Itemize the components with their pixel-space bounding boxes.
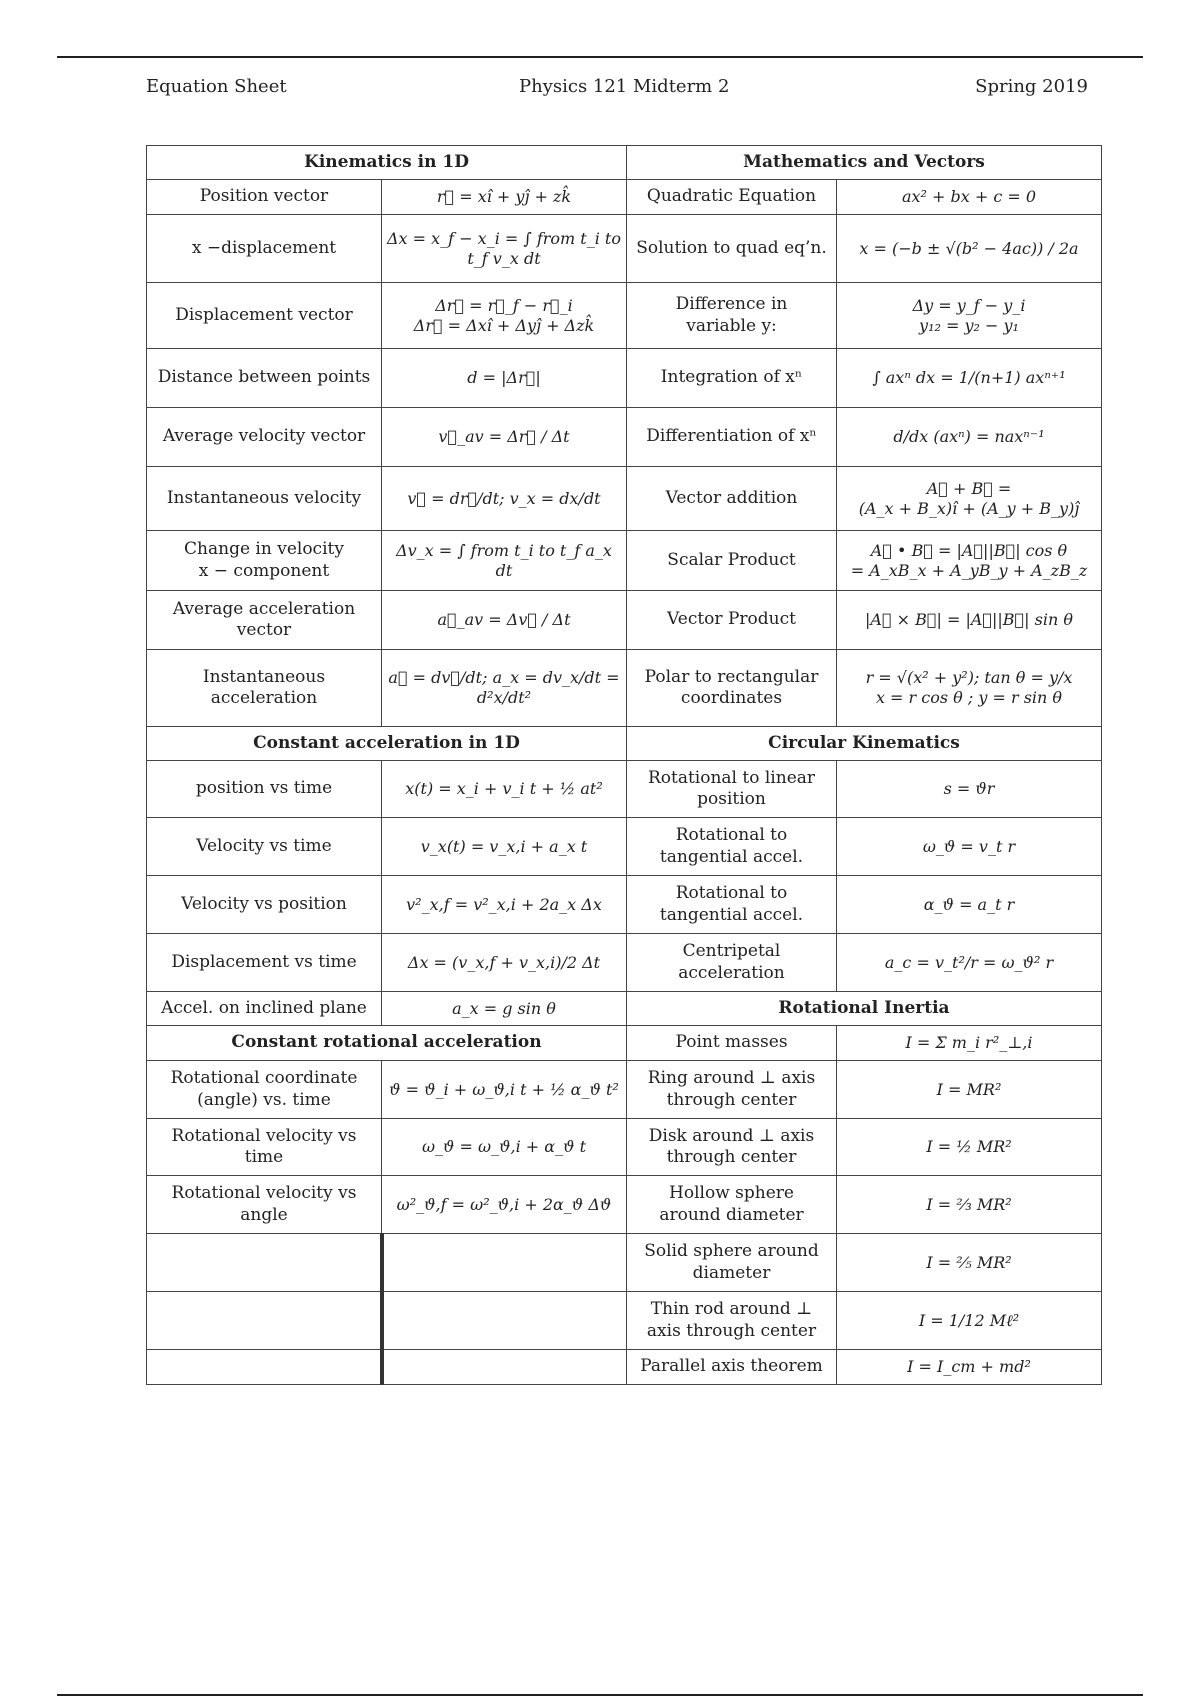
header-right: Spring 2019	[975, 76, 1088, 97]
bottom-rule	[57, 1694, 1143, 1696]
equation-label: Accel. on inclined plane	[147, 992, 382, 1026]
table-row	[147, 1061, 1102, 1119]
equation-label: Hollow sphere around diameter	[627, 1176, 837, 1234]
equation: a_x = g sin θ	[382, 992, 627, 1026]
table-row	[147, 1350, 1102, 1385]
equation-label: Displacement vs time	[147, 934, 382, 992]
equation: ω_ϑ = ω_ϑ,i + α_ϑ t	[382, 1119, 627, 1176]
equation: A⃗ • B⃗ = |A⃗||B⃗| cos θ = A_xB_x + A_yB_y + A_zB_z	[837, 531, 1102, 591]
equation-label: Centripetal acceleration	[627, 934, 837, 992]
empty-cell	[382, 1292, 627, 1350]
equation: |A⃗ × B⃗| = |A⃗||B⃗| sin θ	[837, 591, 1102, 650]
equation-label: Rotational to linear position	[627, 761, 837, 818]
table-row	[147, 761, 1102, 818]
equation-label: Velocity vs position	[147, 876, 382, 934]
top-rule	[57, 56, 1143, 58]
table-row	[147, 349, 1102, 408]
section-header-row	[147, 727, 1102, 761]
equation: α_ϑ = a_t r	[837, 876, 1102, 934]
equation: ax² + bx + c = 0	[837, 180, 1102, 215]
equation: a⃗_av = Δv⃗ / Δt	[382, 591, 627, 650]
section-title: Constant rotational acceleration	[147, 1026, 627, 1061]
table-row	[147, 180, 1102, 215]
header-left: Equation Sheet	[146, 76, 287, 97]
equation-label: Rotational velocity vs time	[147, 1119, 382, 1176]
equation-label: Vector Product	[627, 591, 837, 650]
empty-cell	[382, 1350, 627, 1385]
equation: Δx = (v_x,f + v_x,i)/2 Δt	[382, 934, 627, 992]
equation-label: Point masses	[627, 1026, 837, 1061]
table-row	[147, 1026, 1102, 1061]
equation: ϑ = ϑ_i + ω_ϑ,i t + ½ α_ϑ t²	[382, 1061, 627, 1119]
equation-label: position vs time	[147, 761, 382, 818]
equation-label: Position vector	[147, 180, 382, 215]
section-title: Mathematics and Vectors	[627, 146, 1102, 180]
table-row	[147, 408, 1102, 467]
equation: I = ⅔ MR²	[837, 1176, 1102, 1234]
equation: v⃗ = dr⃗/dt; v_x = dx/dt	[382, 467, 627, 531]
equation-label: x −displacement	[147, 215, 382, 283]
equation-label: Disk around ⊥ axis through center	[627, 1119, 837, 1176]
equation-label: Rotational velocity vs angle	[147, 1176, 382, 1234]
equation: I = MR²	[837, 1061, 1102, 1119]
equation-label: Parallel axis theorem	[627, 1350, 837, 1385]
equation-label: Integration of xⁿ	[627, 349, 837, 408]
table-row	[147, 934, 1102, 992]
equation: Δr⃗ = r⃗_f − r⃗_i Δr⃗ = Δxı̂ + Δyȷ̂ + Δzk̂	[382, 283, 627, 349]
table-row	[147, 818, 1102, 876]
equation-label: Rotational to tangential accel.	[627, 876, 837, 934]
equation: x = (−b ± √(b² − 4ac)) / 2a	[837, 215, 1102, 283]
equation-label: Thin rod around ⊥ axis through center	[627, 1292, 837, 1350]
equation: ω_ϑ = v_t r	[837, 818, 1102, 876]
equation: ∫ axⁿ dx = 1/(n+1) axⁿ⁺¹	[837, 349, 1102, 408]
equation: v⃗_av = Δr⃗ / Δt	[382, 408, 627, 467]
equation-label: Distance between points	[147, 349, 382, 408]
equation: I = Σ m_i r²_⊥,i	[837, 1026, 1102, 1061]
equation-label: Instantaneous acceleration	[147, 650, 382, 727]
equation-label: Ring around ⊥ axis through center	[627, 1061, 837, 1119]
equation: Δy = y_f − y_i y₁₂ = y₂ − y₁	[837, 283, 1102, 349]
table-row	[147, 876, 1102, 934]
equation-label: Displacement vector	[147, 283, 382, 349]
equation-label: Average acceleration vector	[147, 591, 382, 650]
equation-table	[146, 145, 1102, 1385]
section-header-row	[147, 146, 1102, 180]
equation-label: Polar to rectangular coordinates	[627, 650, 837, 727]
equation-label: Solution to quad eq’n.	[627, 215, 837, 283]
equation-label: Vector addition	[627, 467, 837, 531]
equation-label: Scalar Product	[627, 531, 837, 591]
table-row	[147, 1176, 1102, 1234]
table-row	[147, 1119, 1102, 1176]
equation: a_c = v_t²/r = ω_ϑ² r	[837, 934, 1102, 992]
table-row	[147, 531, 1102, 591]
equation: a⃗ = dv⃗/dt; a_x = dv_x/dt = d²x/dt²	[382, 650, 627, 727]
equation: I = 1/12 Mℓ²	[837, 1292, 1102, 1350]
equation-label: Average velocity vector	[147, 408, 382, 467]
equation: ω²_ϑ,f = ω²_ϑ,i + 2α_ϑ Δϑ	[382, 1176, 627, 1234]
table-row	[147, 1234, 1102, 1292]
section-title: Kinematics in 1D	[147, 146, 627, 180]
section-title: Constant acceleration in 1D	[147, 727, 627, 761]
equation-label: Difference in variable y:	[627, 283, 837, 349]
equation: r⃗ = xı̂ + yȷ̂ + zk̂	[382, 180, 627, 215]
header-center: Physics 121 Midterm 2	[519, 76, 730, 97]
empty-cell	[147, 1292, 382, 1350]
equation-label: Solid sphere around diameter	[627, 1234, 837, 1292]
table-row	[147, 283, 1102, 349]
equation-label: Rotational to tangential accel.	[627, 818, 837, 876]
table-row	[147, 467, 1102, 531]
equation-label: Velocity vs time	[147, 818, 382, 876]
section-title: Circular Kinematics	[627, 727, 1102, 761]
table-row	[147, 591, 1102, 650]
equation: I = I_cm + md²	[837, 1350, 1102, 1385]
equation: v_x(t) = v_x,i + a_x t	[382, 818, 627, 876]
equation: x(t) = x_i + v_i t + ½ at²	[382, 761, 627, 818]
equation: Δx = x_f − x_i = ∫ from t_i to t_f v_x dt	[382, 215, 627, 283]
table-row	[147, 650, 1102, 727]
equation: I = ⅖ MR²	[837, 1234, 1102, 1292]
table-row	[147, 1292, 1102, 1350]
equation: I = ½ MR²	[837, 1119, 1102, 1176]
equation: d = |Δr⃗|	[382, 349, 627, 408]
empty-cell	[382, 1234, 627, 1292]
equation-label: Instantaneous velocity	[147, 467, 382, 531]
equation: Δv_x = ∫ from t_i to t_f a_x dt	[382, 531, 627, 591]
equation: d/dx (axⁿ) = naxⁿ⁻¹	[837, 408, 1102, 467]
equation-label: Differentiation of xⁿ	[627, 408, 837, 467]
equation: s = ϑr	[837, 761, 1102, 818]
equation: A⃗ + B⃗ = (A_x + B_x)ı̂ + (A_y + B_y)ȷ̂	[837, 467, 1102, 531]
table-row	[147, 215, 1102, 283]
empty-cell	[147, 1234, 382, 1292]
section-title: Rotational Inertia	[627, 992, 1102, 1026]
equation-label: Rotational coordinate (angle) vs. time	[147, 1061, 382, 1119]
equation: r = √(x² + y²); tan θ = y/x x = r cos θ ; y = r sin θ	[837, 650, 1102, 727]
table-row	[147, 992, 1102, 1026]
empty-cell	[147, 1350, 382, 1385]
equation: v²_x,f = v²_x,i + 2a_x Δx	[382, 876, 627, 934]
equation-label: Quadratic Equation	[627, 180, 837, 215]
equation-label: Change in velocity x − component	[147, 531, 382, 591]
